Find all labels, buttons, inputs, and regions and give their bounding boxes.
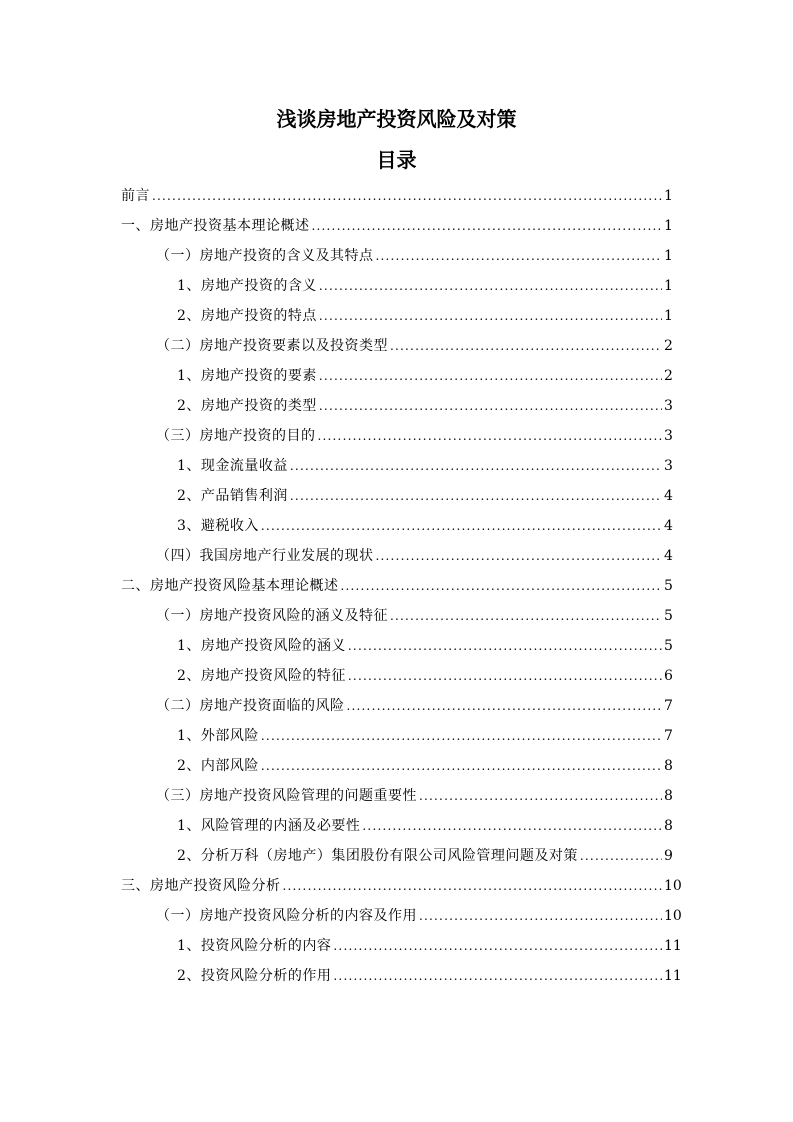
toc-entry[interactable] [0,301,793,331]
toc-entry[interactable] [0,931,793,961]
toc-page-number: 1 [664,308,673,324]
toc-page-number: 9 [664,848,673,864]
toc-dot-leader [283,871,663,901]
toc-dot-leader [319,271,662,301]
toc-entry-text: 2、投资风险分析的作用 [177,968,332,984]
toc-dot-leader [312,211,663,241]
toc-page-number: 1 [664,218,673,234]
toc-entry[interactable] [0,541,793,571]
toc-entry[interactable] [0,331,793,361]
toc-page-number: 3 [664,428,673,444]
toc-entry-row [156,601,672,631]
toc-entry-row [156,241,672,271]
toc-dot-leader [333,961,662,991]
toc-entry-text: 二、房地产投资风险基本理论概述 [121,578,339,594]
toc-entry-text: 1、投资风险分析的内容 [177,938,332,954]
toc-entry-text: （一）房地产投资的含义及其特点 [156,248,374,264]
toc-entry[interactable] [0,751,793,781]
toc-entry-text: （四）我国房地产行业发展的现状 [156,548,374,564]
toc-dot-leader [333,931,662,961]
toc-page-number: 3 [664,458,673,474]
toc-entry-row [121,181,672,211]
toc-dot-leader [348,631,662,661]
toc-entry-row [156,901,682,931]
toc-entry-row [156,331,672,361]
toc-dot-leader [319,391,662,421]
toc-entry-row [177,661,672,691]
toc-entry[interactable] [0,361,793,391]
toc-page-number: 5 [664,578,673,594]
toc-entry-row [177,721,672,751]
toc-entry-text: 前言 [121,188,150,204]
toc-entry[interactable] [0,811,793,841]
toc-dot-leader [376,541,663,571]
toc-page-number: 8 [664,758,673,774]
toc-entry-row [177,481,672,511]
toc-entry-text: （二）房地产投资面临的风险 [156,698,345,714]
toc-page-number: 8 [664,788,673,804]
toc-page-number: 10 [664,878,682,894]
toc-entry-row [177,511,672,541]
toc-entry-text: 1、风险管理的内涵及必要性 [177,818,361,834]
toc-dot-leader [319,301,662,331]
toc-entry-text: （一）房地产投资风险分析的内容及作用 [156,908,417,924]
toc-entry-row [156,781,672,811]
toc-entry-text: 3、避税收入 [177,518,259,534]
toc-entry-row [156,691,672,721]
toc-dot-leader [261,721,662,751]
toc-dot-leader [347,691,663,721]
toc-entry[interactable] [0,661,793,691]
toc-entry[interactable] [0,631,793,661]
toc-entry-row [156,541,672,571]
toc-page-number: 6 [664,668,673,684]
toc-page-number: 5 [664,608,673,624]
toc-entry-text: （三）房地产投资的目的 [156,428,316,444]
toc-entry[interactable] [0,241,793,271]
toc-dot-leader [390,601,662,631]
toc-entry-row [177,751,672,781]
toc-entry-text: 三、房地产投资风险分析 [121,878,281,894]
toc-entry-row [177,811,672,841]
toc-entry[interactable] [0,961,793,991]
document-title: 浅谈房地产投资风险及对策 [276,107,517,131]
toc-entry[interactable] [0,511,793,541]
toc-dot-leader [261,751,662,781]
toc-entry-text: 2、房地产投资风险的特征 [177,668,346,684]
toc-entry[interactable] [0,451,793,481]
toc-entry-row [177,391,672,421]
toc-entry-row [177,931,682,961]
toc-page-number: 10 [664,908,682,924]
toc-dot-leader [419,781,662,811]
toc-page-number: 8 [664,818,673,834]
toc-page-number: 1 [664,188,673,204]
toc-entry[interactable] [0,781,793,811]
toc-dot-leader [376,241,663,271]
toc-dot-leader [362,811,662,841]
table-of-contents [0,181,793,991]
toc-entry[interactable] [0,841,793,871]
toc-entry-row [177,301,672,331]
toc-entry-text: （三）房地产投资风险管理的问题重要性 [156,788,417,804]
toc-entry-row [177,451,672,481]
toc-dot-leader [580,841,662,871]
toc-page-number: 1 [664,248,673,264]
toc-entry-row [121,871,682,901]
toc-entry-row [177,271,672,301]
toc-page-number: 7 [664,728,673,744]
toc-entry[interactable] [0,721,793,751]
toc-entry-row [156,421,672,451]
toc-entry-text: 1、房地产投资的要素 [177,368,317,384]
toc-entry[interactable] [0,901,793,931]
toc-entry-row [177,961,682,991]
toc-entry-text: 1、现金流量收益 [177,458,288,474]
toc-entry[interactable] [0,181,793,211]
toc-entry-text: 一、房地产投资基本理论概述 [121,218,310,234]
toc-entry-row [121,571,672,601]
toc-page-number: 11 [664,938,682,954]
toc-page-number: 2 [664,368,673,384]
toc-dot-leader [318,421,663,451]
toc-entry[interactable] [0,691,793,721]
toc-dot-leader [152,181,662,211]
toc-dot-leader [290,481,662,511]
toc-page-number: 7 [664,698,673,714]
toc-heading: 目录 [376,148,417,172]
toc-entry[interactable] [0,271,793,301]
toc-dot-leader [290,451,662,481]
toc-entry-row [177,631,672,661]
toc-entry-text: 2、分析万科（房地产）集团股份有限公司风险管理问题及对策 [177,848,578,864]
toc-entry-row [121,211,672,241]
toc-entry-text: 2、房地产投资的特点 [177,308,317,324]
toc-dot-leader [419,901,662,931]
toc-entry-text: 1、外部风险 [177,728,259,744]
toc-entry-text: 2、内部风险 [177,758,259,774]
toc-dot-leader [348,661,662,691]
toc-dot-leader [390,331,662,361]
toc-page-number: 2 [664,338,673,354]
toc-entry[interactable] [0,481,793,511]
toc-entry-text: 1、房地产投资风险的涵义 [177,638,346,654]
toc-page-number: 1 [664,278,673,294]
toc-dot-leader [341,571,663,601]
toc-page-number: 3 [664,398,673,414]
toc-page-number: 4 [664,518,673,534]
toc-dot-leader [261,511,662,541]
toc-entry-row [177,361,672,391]
toc-page-number: 5 [664,638,673,654]
toc-entry[interactable] [0,211,793,241]
toc-entry[interactable] [0,871,793,901]
toc-page-number: 4 [664,548,673,564]
toc-entry-text: （一）房地产投资风险的涵义及特征 [156,608,388,624]
toc-entry[interactable] [0,601,793,631]
toc-entry-row [177,841,672,871]
toc-entry[interactable] [0,391,793,421]
toc-entry[interactable] [0,421,793,451]
toc-page-number: 11 [664,968,682,984]
toc-page-number: 4 [664,488,673,504]
toc-entry-text: 2、产品销售利润 [177,488,288,504]
toc-dot-leader [319,361,662,391]
toc-entry-text: （二）房地产投资要素以及投资类型 [156,338,388,354]
toc-entry-text: 1、房地产投资的含义 [177,278,317,294]
toc-entry[interactable] [0,571,793,601]
toc-entry-text: 2、房地产投资的类型 [177,398,317,414]
